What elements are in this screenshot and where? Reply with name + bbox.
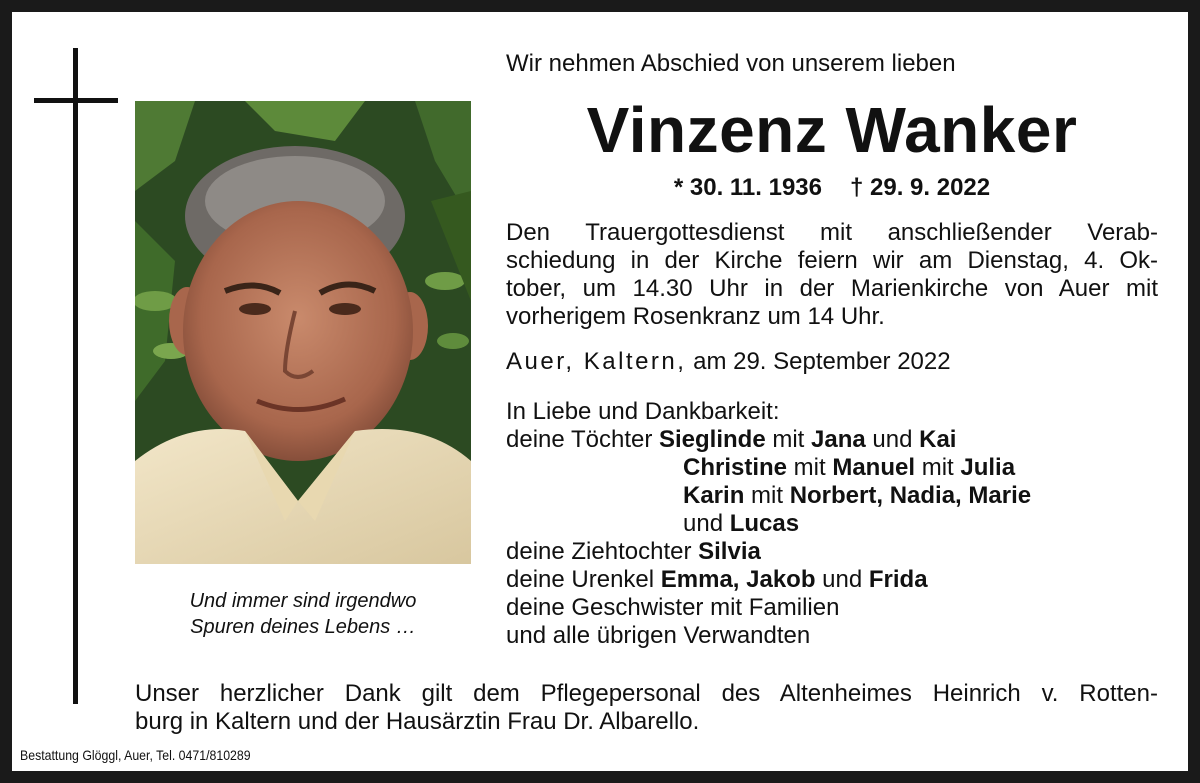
place-date-text: am 29. September 2022 <box>686 348 951 375</box>
family-list <box>506 398 1031 650</box>
partner-name: Manuel <box>832 454 916 481</box>
service-line: tober, um 14.30 Uhr in der Marienkirche von Auer mit <box>506 275 1158 302</box>
great-label: deine Urenkel <box>506 566 661 593</box>
great-grandchildren-row <box>506 566 1031 594</box>
connector: und <box>815 566 869 593</box>
service-line: Den Trauergottesdienst mit anschließender Verab- <box>506 219 1158 246</box>
daughter-row <box>506 454 1031 482</box>
service-announcement <box>506 219 1158 331</box>
connector: mit <box>787 454 833 481</box>
relatives-row: und alle übrigen Verwandten <box>506 622 811 649</box>
partner-name: Julia <box>960 454 1016 481</box>
service-line: vorherigem Rosenkranz um 14 Uhr. <box>506 303 885 330</box>
place-date <box>506 348 951 376</box>
connector: mit <box>915 454 961 481</box>
foster-name: Silvia <box>698 538 761 565</box>
place-names: Auer, Kaltern, <box>506 348 687 375</box>
photo-caption <box>135 588 471 640</box>
foster-row <box>506 538 1031 566</box>
daughter-name: Sieglinde <box>659 426 766 453</box>
siblings-row: deine Geschwister mit Familien <box>506 594 840 621</box>
birth-date: * 30. 11. 1936 <box>673 174 822 201</box>
daughter-row-cont <box>506 510 1031 538</box>
daughter-row <box>506 482 1031 510</box>
thanks-text <box>135 680 1158 736</box>
connector: und <box>865 426 920 453</box>
family-intro: In Liebe und Dankbarkeit: <box>506 398 780 425</box>
connector: mit <box>765 426 812 453</box>
great-names: Emma, Jakob <box>660 566 816 593</box>
partner-name: Norbert, Nadia, Marie <box>789 482 1032 509</box>
daughter-name: Karin <box>683 482 745 509</box>
partner-name: Kai <box>919 426 957 453</box>
connector: und <box>683 510 730 537</box>
connector: mit <box>744 482 790 509</box>
great-name: Frida <box>868 566 928 593</box>
deceased-name: Vinzenz Wanker <box>586 94 1078 166</box>
funeral-home-footer: Bestattung Glöggl, Auer, Tel. 0471/810289 <box>20 747 251 763</box>
daughter-row <box>506 426 1031 454</box>
caption-line: Spuren deines Lebens … <box>190 616 416 638</box>
thanks-line: burg in Kaltern und der Hausärztin Frau Dr. Albarello. <box>135 708 700 735</box>
partner-name: Lucas <box>729 510 800 537</box>
thanks-line: Unser herzlicher Dank gilt dem Pflegepersonal des Altenheimes Heinrich v. Rotten- <box>135 680 1158 707</box>
life-dates <box>506 173 1158 203</box>
portrait-photo <box>135 101 471 564</box>
death-date: † 29. 9. 2022 <box>850 174 991 201</box>
cross-vertical-bar <box>73 48 78 704</box>
cross-horizontal-bar <box>34 98 118 103</box>
daughters-label: deine Töchter <box>506 426 659 453</box>
partner-name: Jana <box>811 426 866 453</box>
caption-line: Und immer sind irgendwo <box>189 590 417 612</box>
service-line: schiedung in der Kirche feiern wir am Dienstag, 4. Ok- <box>506 247 1158 274</box>
foster-label: deine Ziehtochter <box>506 538 699 565</box>
intro-text: Wir nehmen Abschied von unserem lieben <box>506 50 956 77</box>
obituary-card <box>12 12 1188 771</box>
daughter-name: Christine <box>683 454 788 481</box>
